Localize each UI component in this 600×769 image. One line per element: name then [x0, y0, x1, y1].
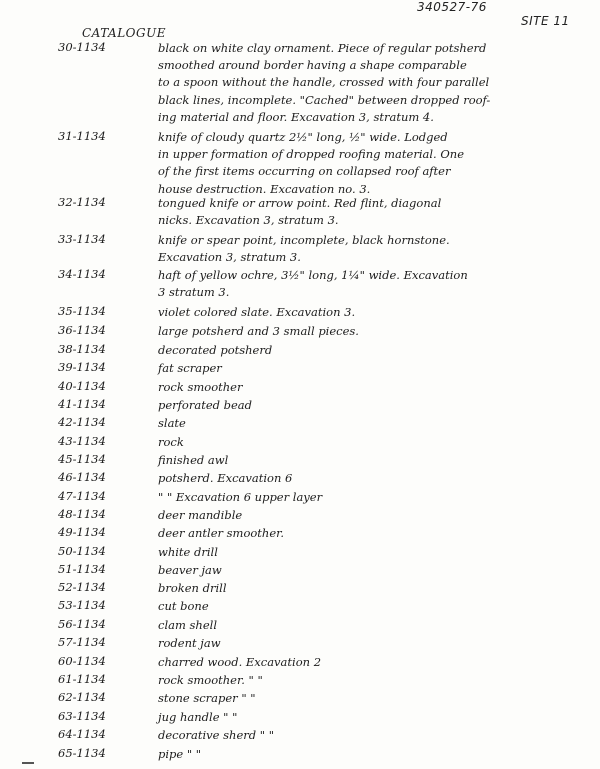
catalogue-number: 39-1134	[58, 360, 106, 374]
catalogue-number: 61-1134	[58, 672, 106, 686]
description-line: violet colored slate. Excavation 3.	[158, 305, 356, 319]
description-line: white drill	[158, 545, 218, 559]
description-line: large potsherd and 3 small pieces.	[158, 324, 359, 338]
catalogue-number: 56-1134	[58, 617, 106, 631]
catalogue-description	[158, 709, 583, 726]
catalogue-description	[158, 690, 583, 707]
description-line: clam shell	[158, 618, 218, 632]
catalogue-description	[158, 525, 583, 542]
catalogue-description	[158, 562, 583, 579]
catalogue-description	[158, 415, 583, 432]
catalogue-number: 38-1134	[58, 342, 106, 356]
catalogue-description	[158, 452, 583, 469]
catalogue-number: 43-1134	[58, 434, 106, 448]
catalogue-description	[158, 195, 583, 229]
catalogue-number: 47-1134	[58, 489, 106, 503]
catalogue-number: 42-1134	[58, 415, 106, 429]
description-line: broken drill	[158, 581, 227, 595]
description-line: ing material and floor. Excavation 3, stratum 4.	[158, 109, 434, 124]
description-line: house destruction. Excavation no. 3.	[158, 181, 371, 196]
catalogue-description	[158, 304, 583, 321]
catalogue-number: 50-1134	[58, 544, 106, 558]
catalogue-number: 48-1134	[58, 507, 106, 521]
catalogue-number: 31-1134	[58, 129, 106, 143]
catalogue-description	[158, 342, 583, 359]
catalogue-description	[158, 654, 583, 671]
catalogue-number: 34-1134	[58, 267, 106, 281]
catalogue-number: 57-1134	[58, 635, 106, 649]
catalogue-description	[158, 727, 583, 744]
description-line: nicks. Excavation 3, stratum 3.	[158, 213, 339, 228]
description-line: Excavation 3, stratum 3.	[158, 250, 301, 265]
description-line: tongued knife or arrow point. Red flint, diagonal	[158, 196, 442, 210]
catalogue-number: 36-1134	[58, 323, 106, 337]
catalogue-number: 40-1134	[58, 379, 106, 393]
description-line: 3 stratum 3.	[158, 285, 230, 300]
catalogue-description	[158, 507, 583, 524]
description-line: " " Excavation 6 upper layer	[158, 490, 323, 504]
description-line: black lines, incomplete. "Cached" between dropped roof-	[158, 92, 491, 107]
description-line: of the first items occurring on collapsed roof after	[158, 164, 451, 179]
description-line: rock	[158, 435, 184, 449]
catalogue-heading: CATALOGUE	[82, 26, 166, 40]
catalogue-number: 30-1134	[58, 40, 106, 54]
catalogue-description	[158, 598, 583, 615]
catalogue-description	[158, 379, 583, 396]
description-line: in upper formation of dropped roofing material. One	[158, 147, 465, 162]
catalogue-description	[158, 397, 583, 414]
description-line: perforated bead	[158, 398, 253, 412]
document-number: 340527-76	[417, 0, 487, 14]
catalogue-description	[158, 232, 583, 266]
catalogue-description	[158, 360, 583, 377]
catalogue-description	[158, 129, 583, 198]
catalogue-number: 65-1134	[58, 746, 106, 760]
description-line: black on white clay ornament. Piece of regular potsherd	[158, 41, 487, 55]
description-line: knife or spear point, incomplete, black hornstone.	[158, 233, 450, 247]
catalogue-number: 41-1134	[58, 397, 106, 411]
catalogue-number: 35-1134	[58, 304, 106, 318]
catalogue-number: 53-1134	[58, 598, 106, 612]
description-line: rock smoother. " "	[158, 673, 263, 687]
catalogue-description	[158, 544, 583, 561]
description-line: decorative sherd " "	[158, 728, 275, 742]
description-line: finished awl	[158, 453, 229, 467]
catalogue-description	[158, 635, 583, 652]
description-line: potsherd. Excavation 6	[158, 471, 293, 485]
catalogue-number: 62-1134	[58, 690, 106, 704]
description-line: rodent jaw	[158, 636, 221, 650]
description-line: fat scraper	[158, 361, 222, 375]
catalogue-number: 60-1134	[58, 654, 106, 668]
catalogue-description	[158, 580, 583, 597]
catalogue-number: 33-1134	[58, 232, 106, 246]
description-line: jug handle " "	[158, 710, 238, 724]
description-line: beaver jaw	[158, 563, 222, 577]
description-line: knife of cloudy quartz 2½" long, ½" wide. Lodged	[158, 130, 448, 144]
catalogue-description	[158, 40, 583, 126]
description-line: smoothed around border having a shape comparable	[158, 58, 467, 73]
description-line: pipe " "	[158, 747, 202, 761]
description-line: cut bone	[158, 599, 209, 613]
description-line: rock smoother	[158, 380, 243, 394]
description-line: to a spoon without the handle, crossed with four parallel	[158, 75, 490, 90]
description-line: stone scraper " "	[158, 691, 256, 705]
catalogue-description	[158, 434, 583, 451]
catalogue-number: 63-1134	[58, 709, 106, 723]
catalogue-description	[158, 323, 583, 340]
description-line: charred wood. Excavation 2	[158, 655, 322, 669]
catalogue-number: 64-1134	[58, 727, 106, 741]
page-edge-mark	[22, 762, 34, 764]
catalogue-description	[158, 470, 583, 487]
description-line: haft of yellow ochre, 3½" long, 1¼" wide. Excavation	[158, 268, 468, 282]
catalogue-number: 49-1134	[58, 525, 106, 539]
catalogue-description	[158, 617, 583, 634]
catalogue-description	[158, 672, 583, 689]
site-label: SITE 11	[521, 14, 570, 28]
catalogue-number: 51-1134	[58, 562, 106, 576]
catalogue-number: 45-1134	[58, 452, 106, 466]
description-line: slate	[158, 416, 186, 430]
catalogue-description	[158, 746, 583, 763]
description-line: deer mandible	[158, 508, 243, 522]
catalogue-description	[158, 489, 583, 506]
catalogue-description	[158, 267, 583, 301]
description-line: decorated potsherd	[158, 343, 273, 357]
catalogue-number: 32-1134	[58, 195, 106, 209]
catalogue-number: 46-1134	[58, 470, 106, 484]
description-line: deer antler smoother.	[158, 526, 285, 540]
catalogue-number: 52-1134	[58, 580, 106, 594]
